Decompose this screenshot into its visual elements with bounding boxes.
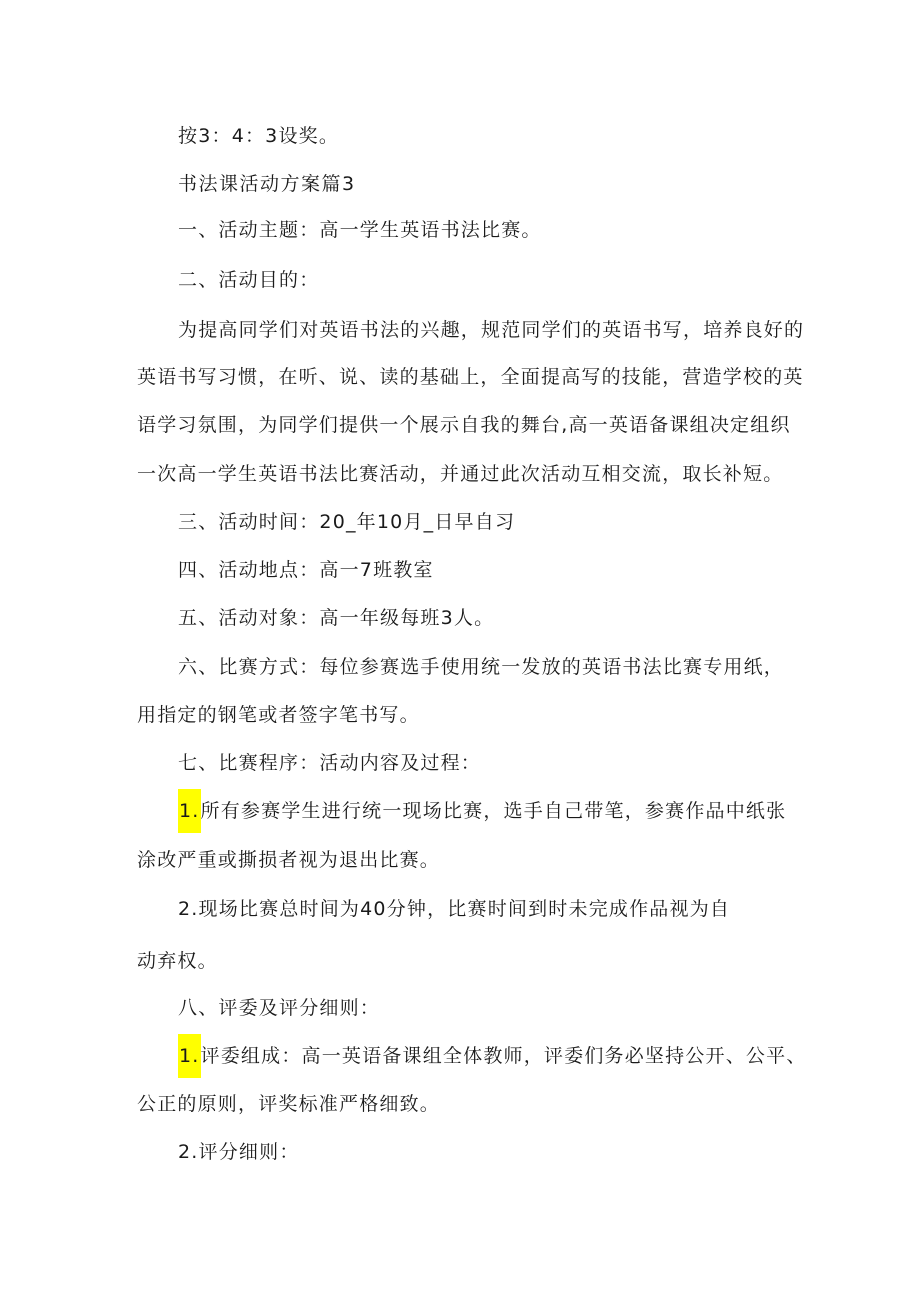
procedure-item-2-continued: 动弃权。: [137, 950, 218, 972]
activity-purpose-heading: 二、活动目的：: [178, 269, 320, 291]
activity-location-line: 四、活动地点：高一7班教室: [178, 559, 434, 581]
purpose-paragraph-line-4: 一次高一学生英语书法比赛活动，并通过此次活动互相交流，取长补短。: [137, 463, 784, 485]
highlight-marker: 1.: [178, 1034, 201, 1078]
competition-method-line-1: 六、比赛方式：每位参赛选手使用统一发放的英语书法比赛专用纸，: [178, 656, 785, 678]
scoring-rules-line: 2.评分细则：: [178, 1141, 300, 1163]
award-ratio-line: 按3：4：3设奖。: [178, 125, 340, 147]
procedure-item-1: [178, 799, 786, 833]
procedure-item-2: 2.现场比赛总时间为40分钟，比赛时间到时未完成作品视为自: [178, 898, 731, 920]
purpose-paragraph-line-2: 英语书写习惯，在听、说、读的基础上，全面提高写的技能，营造学校的英: [137, 366, 804, 388]
judges-item-1: [178, 1044, 807, 1078]
activity-time-line: 三、活动时间：20_年10月_日早自习: [178, 511, 516, 533]
purpose-paragraph-line-3: 语学习氛围，为同学们提供一个展示自我的舞台,高一英语备课组决定组织: [137, 414, 791, 436]
activity-participants-line: 五、活动对象：高一年级每班3人。: [178, 607, 495, 629]
judges-item-1-continued: 公正的原则，评奖标准严格细致。: [137, 1093, 441, 1115]
competition-method-line-2: 用指定的钢笔或者签字笔书写。: [137, 704, 420, 726]
judges-item-1-text: 评委组成：高一英语备课组全体教师，评委们务必坚持公开、公平、: [200, 1045, 807, 1067]
section-title: 书法课活动方案篇3: [178, 173, 356, 195]
competition-procedure-heading: 七、比赛程序：活动内容及过程：: [178, 752, 482, 774]
procedure-item-1-text: 所有参赛学生进行统一现场比赛，选手自己带笔，参赛作品中纸张: [200, 800, 787, 822]
purpose-paragraph-line-1: 为提高同学们对英语书法的兴趣，规范同学们的英语书写，培养良好的: [178, 319, 805, 341]
activity-theme-line: 一、活动主题：高一学生英语书法比赛。: [178, 219, 542, 241]
procedure-item-1-continued: 涂改严重或撕损者视为退出比赛。: [137, 849, 441, 871]
highlight-marker: 1.: [178, 789, 201, 833]
judges-heading: 八、评委及评分细则：: [178, 997, 381, 1019]
